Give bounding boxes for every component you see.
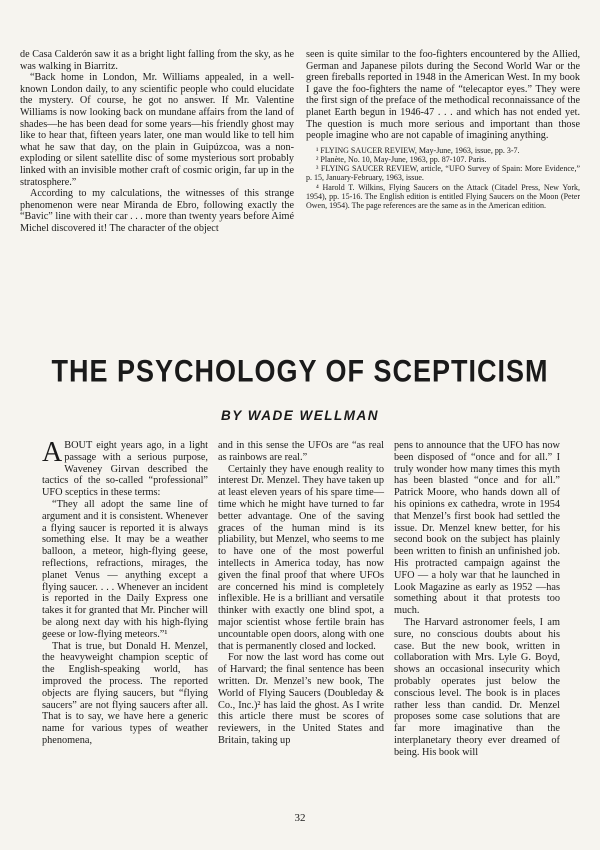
article-title: THE PSYCHOLOGY OF SCEPTICISM <box>51 353 549 389</box>
paragraph: de Casa Calderón saw it as a bright light falling from the sky, as he was walking in Biarritz. <box>20 49 294 72</box>
article-byline: BY WADE WELLMAN <box>221 408 379 423</box>
paragraph-text: BOUT eight years ago, in a light passage with a serious purpose, Waveney Girvan described the tactics of the so-called “professional” UFO sceptics in these terms: <box>42 440 208 499</box>
paragraph: The Harvard astronomer feels, I am sure, no conscious doubts about his case. But the new book, written in collaboration with Mrs. Lyle G. Boyd, shows an occasional insecurity which probably operates just below the conscious level. The book is in places rather less than candid. Dr. Menzel proposes some case solutions that are far more imaginative than the interplanetary theory ever dreamed of being. His book will <box>394 616 560 758</box>
paragraph: and in this sense the UFOs are “as real as rainbows are real.” <box>218 440 384 463</box>
paragraph: pens to announce that the UFO has now been disposed of “once and for all.” I truly wonder how many times this myth has been blasted “once and for all.” Patrick Moore, who hands down all of his opinions ex cathedra, wrote in 1954 that Menzel’s first book had settled the issue. Dr. Menzel knew better, for his second book on the subject has plainly been written to finish an unfinished job. His protracted campaign against the UFO — a holy war that he launched in Look Magazine as early as 1952 —has something about it that protests too much. <box>394 440 560 617</box>
top-left-column <box>20 49 294 235</box>
footnote: ² Planète, No. 10, May-June, 1963, pp. 87-107. Paris. <box>316 154 487 164</box>
footnote: ⁴ Harold T. Wilkins, Flying Saucers on the Attack (Citadel Press, New York, 1954), pp. 15-16. The English edition is entitled Flying Saucers on the Moon (Peter Owen, 1954). The page references are the same as in the American edition. <box>306 182 580 210</box>
paragraph: That is true, but Donald H. Menzel, the heavyweight champion sceptic of the English-speaking world, has improved the process. The reported objects are flying saucers, but “flying saucers” are not flying saucers after all. That is to say, we have here a generic name for various types of weather phenomena, <box>42 640 208 746</box>
page-number: 32 <box>294 812 306 824</box>
footnote: ¹ FLYING SAUCER REVIEW, May-June, 1963, issue, pp. 3-7. <box>316 145 520 155</box>
article-body <box>42 437 560 759</box>
paragraph: Certainly they have enough reality to interest Dr. Menzel. They have taken up at least eleven years of his spare time—time which he might have turned to far better advantage. One of the saving graces of the human mind is its pliability, but Menzel, who seems to me to have one of the most powerful intellects in America today, has now given the final proof that where UFOs are concerned his mind is completely inflexible. He is a brilliant and versatile thinker with exactly one blind spot, a major scientist whose fertile brain has uncountable open doors, along with one that is permanently closed and locked. <box>218 463 384 652</box>
paragraph: seen is quite similar to the foo-fighters encountered by the Allied, German and Japanese pilots during the Second World War or the green fireballs reported in 1948 in the American West. In my book I gave the foo-fighters the name of “telecaptor eyes.” They were the first sign of the preface of the methodical reconnaissance of the planet Earth begun in 1946-47 . . . and which has not ended yet. The question is much more serious and important than those people imagine who are not capable of imagining anything. <box>306 49 580 142</box>
article-column-2 <box>218 440 384 759</box>
article-column-1 <box>42 437 208 759</box>
paragraph: For now the last word has come out of Harvard; the final sentence has been written. Dr. Menzel’s new book, The World of Flying Saucers (Doubleday & Co., Inc.)² has laid the ghost. As I write this article there must be scores of reviewers, in the United States and Britain, taking up <box>218 652 384 746</box>
drop-cap: A <box>42 437 63 468</box>
top-right-column <box>306 49 580 235</box>
footnote: ³ FLYING SAUCER REVIEW, article, “UFO Survey of Spain: More Evidence,” p. 15, January-February, 1963, issue. <box>306 164 580 183</box>
article-column-3 <box>394 440 560 759</box>
paragraph: “Back home in London, Mr. Williams appealed, in a well-known London daily, to any scientific people who could elucidate the mystery. Of course, he got no answer. If Mr. Valentine Williams is now looking back on mundane affairs from the land of shades—he has been dead for some years—his friendly ghost may like to hear that, fifteen years later, one man would like to tell him what he saw that day, on the plain in Guipúzcoa, was a non-exploding or silent satellite disc of some mysterious sort probably linked with an invisible mother craft of cosmic origin, far up in the stratosphere.” <box>20 72 294 188</box>
paragraph <box>42 437 208 499</box>
footnotes <box>306 146 580 210</box>
paragraph: According to my calculations, the witnesses of this strange phenomenon were near Miranda de Ebro, following exactly the “Bavic” line with their car . . . more than twenty years before Aimé Michel discovered it! The character of the object <box>20 188 294 234</box>
continued-article <box>20 49 580 235</box>
paragraph: “They all adopt the same line of argument and it is consistent. Whenever a flying saucer is reported it is always something else. It may be a weather balloon, a meteor, high-flying geese, reflections, refractions, mirages, the planet Venus — anything except a flying saucer. . . . Whenever an incident is reported in the Daily Express one takes it for granted that Mr. Pincher will be along next day with his high-flying geese or low-flying meteors.”¹ <box>42 498 208 640</box>
